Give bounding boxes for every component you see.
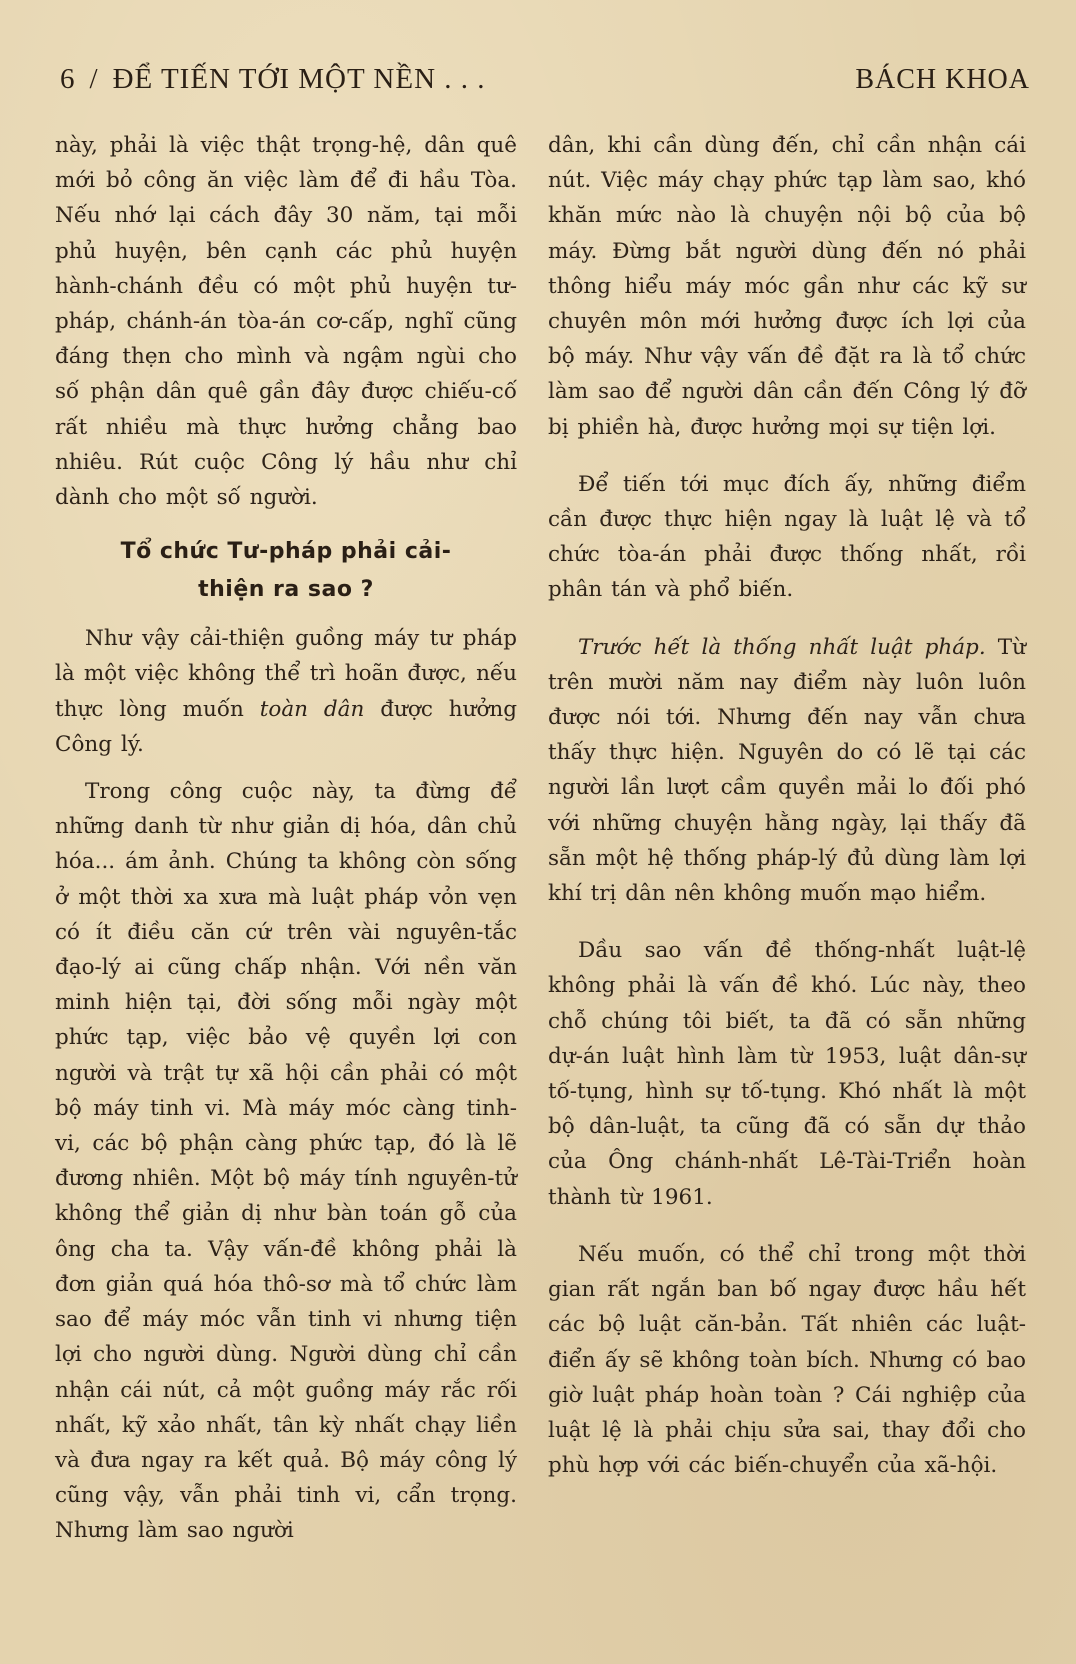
right-paragraph-3-rest: Từ trên mười năm nay điểm này luôn luôn được nói tới. Nhưng đến nay vẫn chưa thấy thực hiện. Nguyên do có lẽ tại các người lần lượt cầm quyền mải lo đối phó với những chuyện hằng ngày, lại thấy đã sẵn một hệ thống pháp-lý đủ dùng làm lợi khí trị dân nên không muốn mạo hiểm.	[548, 634, 1026, 907]
right-paragraph-3	[548, 630, 1026, 912]
right-paragraph-4: Dầu sao vấn đề thống-nhất luật-lệ không phải là vấn đề khó. Lúc này, theo chỗ chúng tôi biết, ta đã có sẵn những dự-án luật hình làm từ 1953, luật dân-sự tố-tụng, hình sự tố-tụng. Khó nhất là một bộ dân-luật, ta cũng đã có sẵn dự thảo của Ông chánh-nhất Lê-Tài-Triển hoàn thành từ 1961.	[548, 938, 1026, 1210]
left-paragraph-2-emphasis: toàn dân	[259, 696, 365, 722]
paragraph-gap	[548, 1215, 1026, 1237]
section-subheading	[55, 533, 517, 609]
paragraph-gap	[548, 445, 1026, 467]
right-paragraph-1: dân, khi cần dùng đến, chỉ cần nhận cái nút. Việc máy chạy phức tạp làm sao, khó khăn mức nào là chuyện nội bộ của bộ máy. Đừng bắt người dùng đến nó phải thông hiểu máy móc gần như các kỹ sư chuyên môn mới hưởng được ích lợi của bộ máy. Như vậy vấn đề đặt ra là tổ chức làm sao để người dân cần đến Công lý đỡ bị phiền hà, được hưởng mọi sự tiện lợi.	[548, 133, 1026, 440]
paragraph-gap	[548, 911, 1026, 933]
right-paragraph-2: Để tiến tới mục đích ấy, những điểm cần được thực hiện ngay là luật lệ và tổ chức tòa-án phải được thống nhất, rồi phân tán và phổ biến.	[548, 471, 1026, 603]
page-number: 6	[60, 63, 76, 95]
page-header	[60, 52, 1030, 96]
left-paragraph-3: Trong công cuộc này, ta đừng để những danh từ như giản dị hóa, dân chủ hóa... ám ảnh. Chúng ta không còn sống ở một thời xa xưa mà luật pháp vỏn vẹn có ít điều căn cứ trên vài nguyên-tắc đạo-lý ai cũng chấp nhận. Với nền văn minh hiện tại, đời sống mỗi ngày một phức tạp, việc bảo vệ quyền lợi con người và trật tự xã hội cần phải có một bộ máy tinh vi. Mà máy móc càng tinh-vi, các bộ phận càng phức tạp, đó là lẽ đương nhiên. Một bộ máy tính nguyên-tử không thể giản dị như bàn toán gỗ của ông cha ta. Vậy vấn-đề không phải là đơn giản quá hóa thô-sơ mà tổ chức làm sao để máy móc vẫn tinh vi nhưng tiện lợi cho người dùng. Người dùng chỉ cần nhận cái nút, cả một guồng máy rắc rối nhất, kỹ xảo nhất, tân kỳ nhất chạy liền và đưa ngay ra kết quả. Bộ máy công lý cũng vậy, vẫn phải tinh vi, cẩn trọng. Nhưng làm sao người	[55, 779, 517, 1544]
subheading-line-2: thiện ra sao ?	[198, 577, 374, 603]
right-paragraph-3-lead: Trước hết là thống nhất luật pháp.	[578, 634, 986, 660]
left-paragraph-1: này, phải là việc thật trọng-hệ, dân quê mới bỏ công ăn việc làm để đi hầu Tòa. Nếu nhớ lại cách đây 30 năm, tại mỗi phủ huyện, bên cạnh các phủ huyện hành-chánh đều có một phủ huyện tư-pháp, chánh-án tòa-án cơ-cấp, nghĩ cũng đáng thẹn cho mình và ngậm ngùi cho số phận dân quê gần đây được chiếu-cố rất nhiều mà thực hưởng chẳng bao nhiêu. Rút cuộc Công lý hầu như chỉ dành cho một số người.	[55, 133, 517, 511]
running-title: ĐỂ TIẾN TỚI MỘT NỀN . . .	[112, 63, 486, 95]
right-column	[548, 128, 1026, 1483]
left-paragraph-2-start: Như vậy cải-thiện guồng máy tư pháp là một việc không thể trì hoãn được, nếu thực lòng muốn	[55, 626, 517, 722]
paragraph-gap	[55, 762, 517, 774]
left-paragraph-2-end: được hưởng Công lý.	[55, 696, 518, 757]
left-column	[55, 128, 517, 1549]
running-header	[60, 63, 486, 96]
paragraph-gap	[548, 608, 1026, 630]
header-separator: /	[89, 63, 99, 95]
subheading-line-1: Tổ chức Tư-pháp phải cải-	[120, 539, 452, 565]
publication-name: BÁCH KHOA	[855, 64, 1030, 95]
left-paragraph-2	[55, 621, 517, 762]
right-paragraph-5: Nếu muốn, có thể chỉ trong một thời gian rất ngắn ban bố ngay được hầu hết các bộ luật căn-bản. Tất nhiên các luật-điển ấy sẽ không toàn bích. Nhưng có bao giờ luật pháp hoàn toàn ? Cái nghiệp của luật lệ là phải chịu sửa sai, thay đổi cho phù hợp với các biến-chuyển của xã-hội.	[548, 1241, 1026, 1479]
